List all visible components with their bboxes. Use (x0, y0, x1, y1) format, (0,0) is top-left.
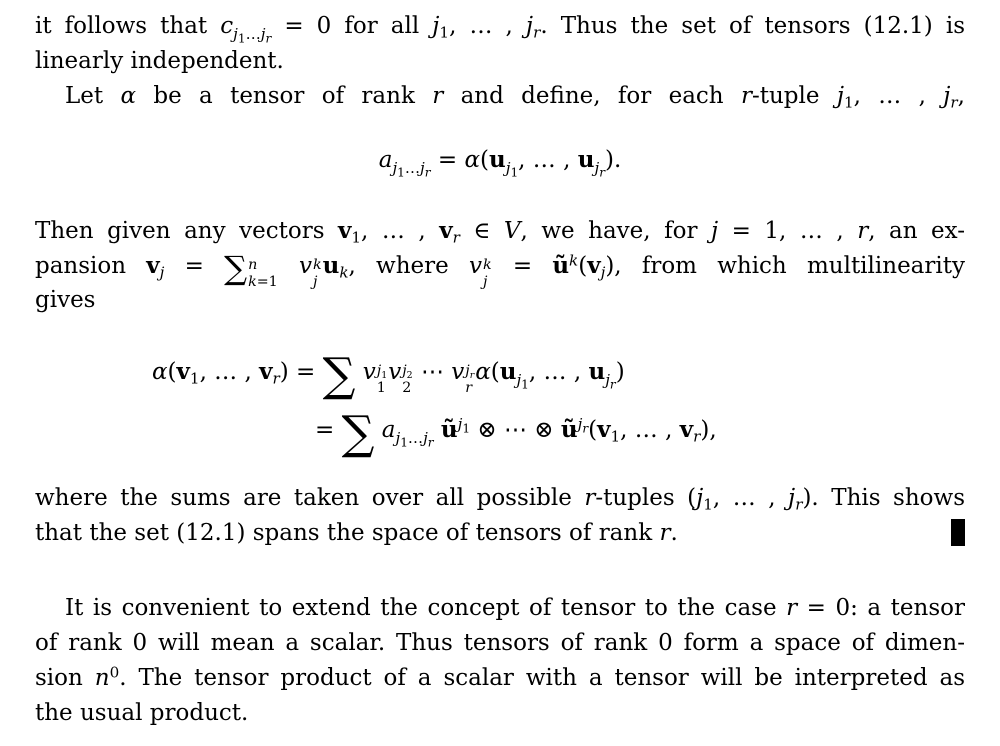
paragraph-line (35, 516, 965, 551)
paragraph-line: Let α be a tensor of rank r and define, for each r-tuple $j_1$, … , $j_r$, (65, 83, 965, 112)
paragraph-line: the usual product. (35, 700, 249, 726)
paragraph-line: It is convenient to extend the concept of tensor to the case r = 0: a tensor (65, 595, 965, 621)
paragraph-line: gives (35, 287, 96, 313)
paragraph-line: where the sums are taken over all possible r-tuples ($j_1$, … , $j_r$). This shows (35, 485, 965, 514)
paragraph-line: Then given any vectors $v_1$, … , $v_r$ ∈ V, we have, for j = 1, … , r, an ex- (35, 217, 965, 247)
paragraph-line: it follows that $c_{j_1\dots j_r} = 0$ for all $j_1$, … , $j_r$. Thus the set of tensors (12.1) is (35, 13, 966, 46)
display-equation-1: $a_{j_1\dots j_r} = \alpha(u_{j_1}$, … , $u_{j_r}$). (378, 146, 622, 180)
display-equation-2 (35, 343, 965, 459)
paragraph-line: pansion $v_j$ = ∑ n k=1 v k j $u_k$, where v k j = $ũ^k(v_j)$, from which multilinearity (35, 248, 965, 290)
paragraph-line-text: that the set (12.1) spans the space of tensors of rank r. (35, 520, 678, 546)
paragraph-line: sion $n^0$. The tensor product of a scalar with a tensor will be interpreted as (35, 663, 965, 691)
paragraph-line: linearly independent. (35, 48, 284, 74)
paragraph-line: of rank 0 will mean a scalar. Thus tensors of rank 0 form a space of dimen- (35, 630, 965, 656)
equation-line: $\alpha(v_1$, … , $v_r$) = ∑ v $j_1$ 1 v $j_2$ 2 ⋯ v $j_r$ r $\alpha(u_{j_1}$, … , $u_{j_r}$) (152, 347, 625, 402)
book-page (35, 0, 965, 731)
equation-line: = ∑ $a_{j_1\dots j_r}$ $ũ^{j_1}$ ⊗ ⋯ ⊗ $ũ^{j_r}(v_1$, … , $v_r$), (315, 405, 717, 460)
qed-icon (951, 519, 965, 546)
